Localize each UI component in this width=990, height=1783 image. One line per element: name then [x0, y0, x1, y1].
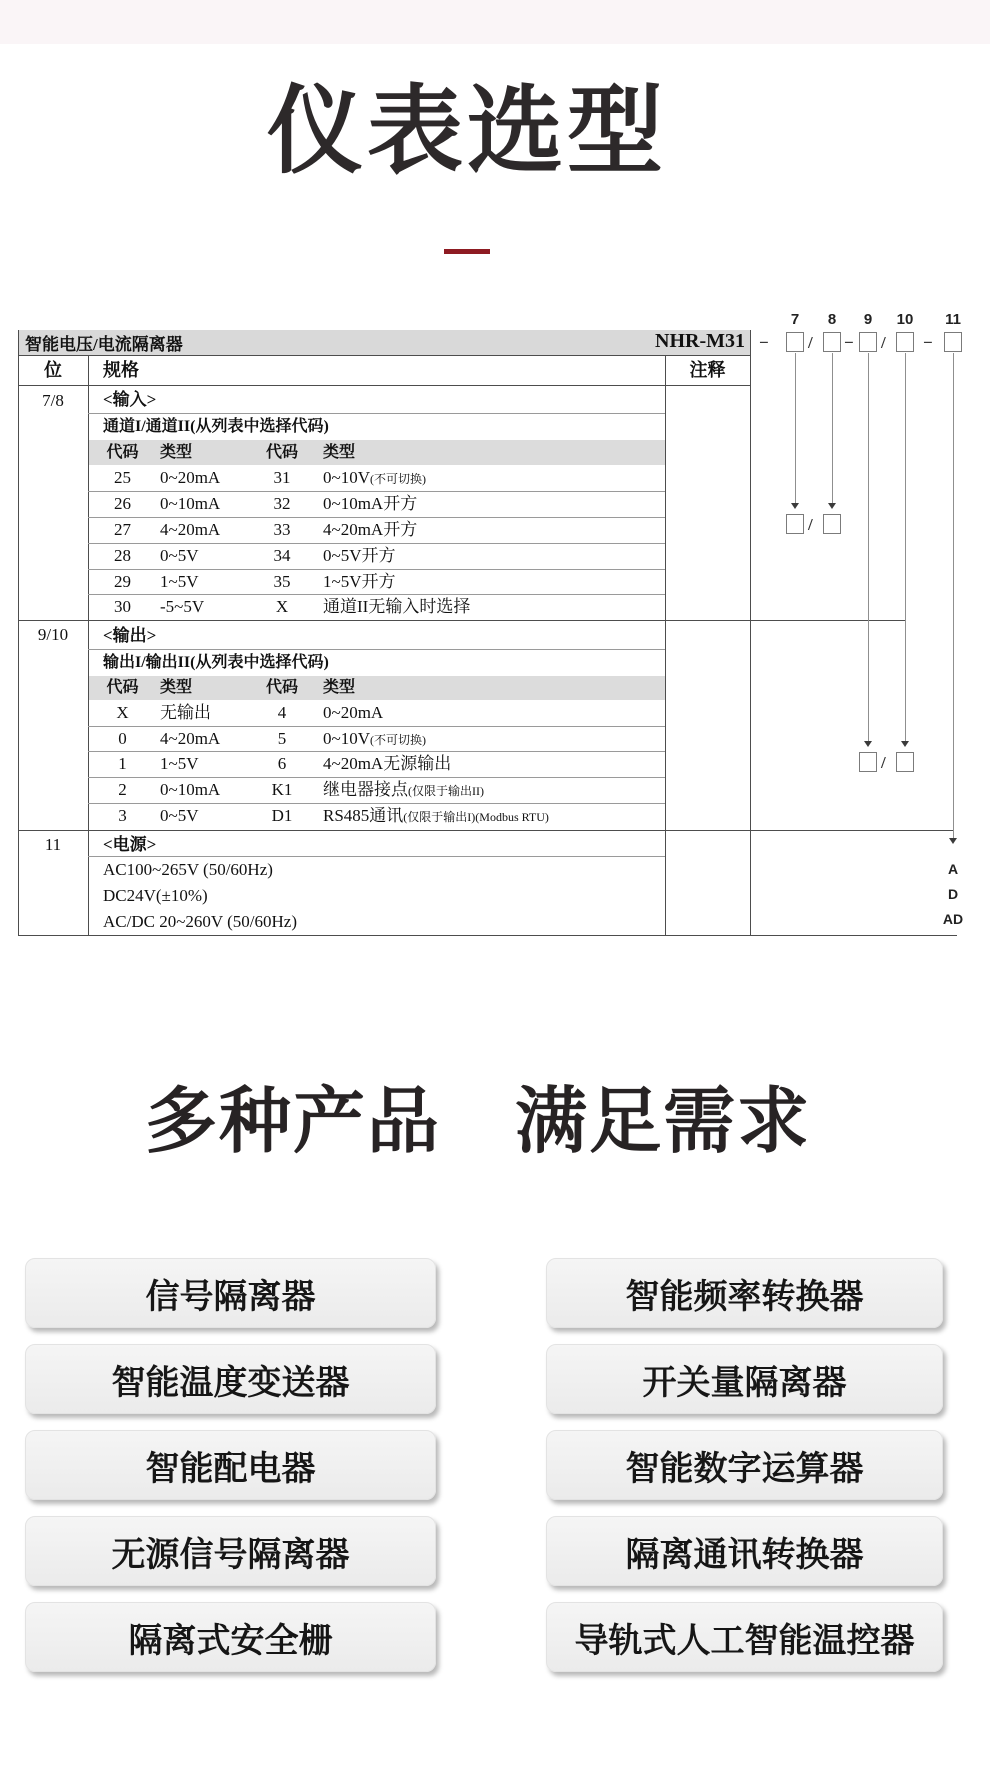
code-box-10	[896, 332, 914, 352]
col-header-spec: 规格	[103, 360, 139, 380]
type-note: (不可切换)	[369, 472, 426, 486]
table-line	[88, 413, 665, 414]
bit-cell-output: 9/10	[37, 625, 69, 644]
code-col-label: 代码	[106, 679, 139, 696]
product-button-frequency-converter[interactable]	[546, 1258, 943, 1328]
dash-separator: −	[923, 333, 933, 352]
code-cell: 32	[273, 494, 291, 513]
type-cell: 0~10mA	[160, 780, 221, 799]
product-button-temperature-transmitter[interactable]	[25, 1344, 436, 1414]
code-row	[88, 751, 665, 777]
code-col-label: 代码	[265, 679, 298, 696]
code-cell: 27	[114, 520, 131, 539]
col-header-note: 注释	[689, 360, 726, 380]
product-button-distributor[interactable]	[25, 1430, 436, 1500]
table-line	[88, 777, 665, 778]
code-row	[88, 777, 665, 803]
type-cell: 0~5V开方	[323, 546, 396, 565]
leader-line-11	[953, 353, 954, 838]
code-row	[88, 569, 665, 595]
type-note: (仅限于输出II)	[408, 784, 484, 798]
code-row	[88, 465, 665, 491]
input-section-title: <输入>	[103, 390, 157, 409]
code-col-label: 代码	[106, 444, 139, 461]
product-button-label: 无源信号隔离器	[111, 1535, 350, 1574]
type-note: (不可切换)	[369, 733, 426, 747]
dash-separator: −	[759, 333, 769, 352]
product-button-label: 导轨式人工智能温控器	[574, 1621, 915, 1660]
type-cell: 4~20mA无源输出	[323, 754, 452, 773]
code-cell: D1	[271, 806, 293, 825]
type-cell: 无输出	[160, 703, 211, 722]
digit-label-9: 9	[863, 311, 873, 328]
slash-separator: /	[808, 333, 813, 352]
table-line	[88, 491, 665, 492]
power-option: AC/DC 20~260V (50/60Hz)	[103, 912, 297, 931]
products-heading: 多种产品 满足需求	[144, 1082, 811, 1162]
product-button-label: 隔离式安全栅	[128, 1621, 333, 1660]
code-cell: 26	[114, 494, 131, 513]
code-row	[88, 594, 665, 620]
table-line	[18, 620, 905, 621]
page-title: 仪表选型	[267, 78, 667, 185]
code-row	[88, 517, 665, 543]
table-divider-note	[665, 355, 666, 936]
digit-label-11: 11	[945, 311, 961, 328]
table-line	[88, 856, 665, 857]
arrow-down-icon	[864, 741, 872, 747]
code-cell: 3	[118, 806, 127, 825]
type-col-label: 类型	[323, 444, 356, 461]
arrow-down-icon	[791, 503, 799, 509]
type-cell: RS485通讯(仅限于输出I)(Modbus RTU)	[323, 806, 549, 825]
dash-separator: −	[844, 333, 854, 352]
code-cell: 30	[114, 597, 131, 616]
type-cell: 1~5V	[160, 754, 199, 773]
type-col-label: 类型	[160, 679, 193, 696]
bit-cell-input: 7/8	[42, 391, 64, 410]
code-cell: 25	[114, 468, 131, 487]
type-note: (仅限于输出I)(Modbus RTU)	[403, 810, 549, 824]
code-row	[88, 700, 665, 726]
code-box-8	[823, 332, 841, 352]
model-number: NHR-M31	[655, 330, 745, 352]
table-divider-bit	[88, 355, 89, 936]
product-button-label: 智能数字运算器	[625, 1449, 864, 1488]
table-header-band	[18, 330, 750, 355]
leader-line-8	[832, 353, 833, 503]
code-cell: K1	[271, 780, 293, 799]
code-cell: 2	[118, 780, 127, 799]
product-button-passive-signal-isolator[interactable]	[25, 1516, 436, 1586]
table-line	[88, 569, 665, 570]
code-cell: 35	[273, 572, 291, 591]
code-cell: 1	[118, 754, 127, 773]
type-cell: 0~10mA	[160, 494, 221, 513]
power-option: DC24V(±10%)	[103, 886, 208, 905]
output-section-subtitle: 输出I/输出II(从列表中选择代码)	[103, 654, 329, 671]
table-line	[18, 830, 953, 831]
title-underline	[444, 249, 490, 254]
col-header-bit: 位	[44, 360, 62, 380]
product-button-signal-isolator[interactable]	[25, 1258, 436, 1328]
table-border-bottom	[18, 935, 957, 936]
table-line	[88, 751, 665, 752]
type-cell: 4~20mA	[160, 729, 221, 748]
type-col-label: 类型	[323, 679, 356, 696]
type-cell: 0~10mA开方	[323, 494, 418, 513]
product-button-label: 隔离通讯转换器	[625, 1535, 864, 1574]
type-cell: 1~5V开方	[323, 572, 396, 591]
code-cell: 28	[114, 546, 131, 565]
top-band	[0, 0, 990, 44]
type-cell: 0~20mA	[323, 703, 384, 722]
arrow-down-icon	[901, 741, 909, 747]
input-code-header	[88, 440, 665, 465]
slash-separator: /	[881, 753, 886, 772]
power-option: AC100~265V (50/60Hz)	[103, 860, 273, 879]
code-cell: 5	[277, 729, 287, 748]
digit-label-10: 10	[896, 311, 914, 328]
table-line	[88, 543, 665, 544]
code-row	[88, 543, 665, 569]
output-choice-box-1	[859, 752, 877, 772]
power-code-label-ad: AD	[942, 911, 964, 927]
leader-line-7	[795, 353, 796, 503]
product-button-safety-barrier[interactable]	[25, 1602, 436, 1672]
power-code-label-d: D	[947, 886, 959, 902]
type-cell: 0~10V(不可切换)	[323, 468, 426, 487]
product-button-label: 信号隔离器	[145, 1277, 316, 1316]
code-box-11	[944, 332, 962, 352]
code-cell: 34	[273, 546, 291, 565]
output-section-title: <输出>	[103, 626, 157, 645]
type-cell: 继电器接点(仅限于输出II)	[323, 780, 484, 799]
type-cell: 0~20mA	[160, 468, 221, 487]
table-border-left	[18, 330, 19, 936]
power-code-label-a: A	[947, 861, 959, 877]
input-choice-box-2	[823, 514, 841, 534]
type-cell: 0~10V(不可切换)	[323, 729, 426, 748]
type-col-label: 类型	[160, 444, 193, 461]
code-box-7	[786, 332, 804, 352]
arrow-down-icon	[828, 503, 836, 509]
code-col-label: 代码	[265, 444, 298, 461]
slash-separator: /	[881, 333, 886, 352]
product-button-label: 智能温度变送器	[111, 1363, 350, 1402]
table-border-right	[750, 330, 751, 936]
table-line	[88, 649, 665, 650]
code-cell: 4	[277, 703, 287, 722]
output-code-header	[88, 676, 665, 700]
leader-line-10	[905, 353, 906, 741]
code-row	[88, 491, 665, 517]
code-cell: 6	[277, 754, 287, 773]
digit-label-7: 7	[790, 311, 800, 328]
type-cell: -5~5V	[160, 597, 205, 616]
input-section-subtitle: 通道I/通道II(从列表中选择代码)	[103, 418, 329, 435]
digit-label-8: 8	[827, 311, 837, 328]
slash-separator: /	[808, 515, 813, 534]
arrow-down-icon	[949, 838, 957, 844]
product-button-switch-isolator[interactable]	[546, 1344, 943, 1414]
code-cell: X	[116, 703, 129, 722]
table-line	[88, 517, 665, 518]
input-choice-box-1	[786, 514, 804, 534]
power-section-title: <电源>	[103, 835, 157, 854]
code-cell: 31	[273, 468, 291, 487]
code-cell: X	[275, 597, 289, 616]
code-row	[88, 726, 665, 752]
type-cell: 0~5V	[160, 546, 199, 565]
product-button-label: 智能配电器	[145, 1449, 316, 1488]
code-box-9	[859, 332, 877, 352]
output-choice-box-2	[896, 752, 914, 772]
table-line	[88, 726, 665, 727]
bit-cell-power: 11	[44, 835, 62, 854]
table-line	[18, 385, 750, 386]
code-cell: 0	[118, 729, 127, 748]
leader-line-9	[868, 353, 869, 741]
product-button-label: 智能频率转换器	[625, 1277, 864, 1316]
table-line	[88, 803, 665, 804]
product-name: 智能电压/电流隔离器	[25, 335, 183, 354]
code-cell: 29	[114, 572, 131, 591]
type-cell: 4~20mA	[160, 520, 221, 539]
product-button-label: 开关量隔离器	[642, 1363, 847, 1402]
product-button-digital-calculator[interactable]	[546, 1430, 943, 1500]
type-cell: 4~20mA开方	[323, 520, 418, 539]
type-cell: 1~5V	[160, 572, 199, 591]
table-line	[88, 594, 665, 595]
code-row	[88, 803, 665, 829]
code-cell: 33	[273, 520, 291, 539]
type-cell: 通道II无输入时选择	[323, 597, 471, 616]
type-cell: 0~5V	[160, 806, 199, 825]
product-button-rail-ai-temp-controller[interactable]	[546, 1602, 943, 1672]
product-button-isolated-comm-converter[interactable]	[546, 1516, 943, 1586]
table-line	[18, 355, 750, 356]
